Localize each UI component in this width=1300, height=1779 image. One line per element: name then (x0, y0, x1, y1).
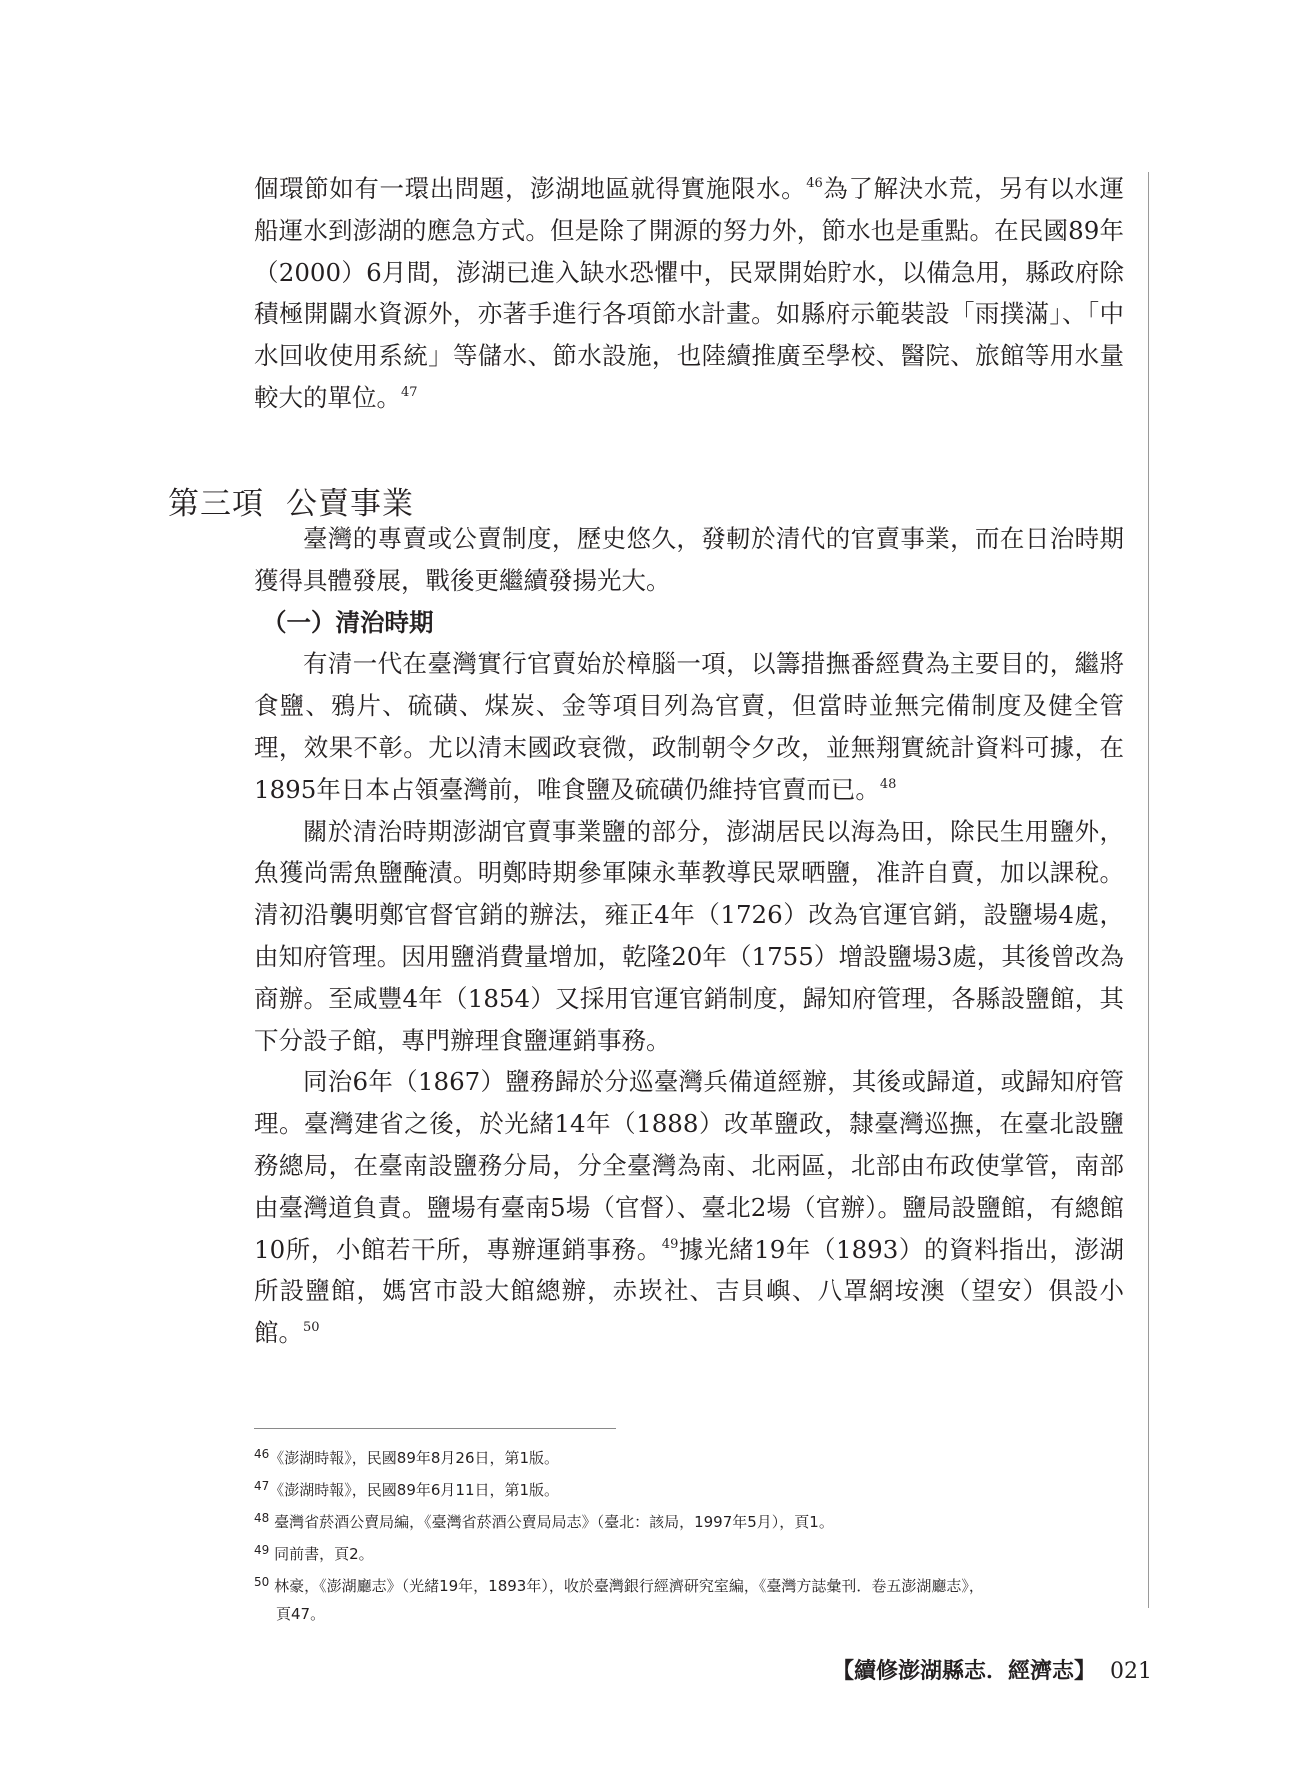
body-paragraph: 有清一代在臺灣實行官賣始於樟腦一項，以籌措撫番經費為主要目的，繼將食鹽、鴉片、硫磺、煤炭、金等項目列為官賣，但當時並無完備制度及健全管理，效果不彰。尤以清末國政衰微，政制朝令夕改，並無翔實統計資料可據，在1895年日本占領臺灣前，唯食鹽及硫磺仍維持官賣而已。$^{48}$ (254, 649, 1124, 804)
subsection-heading: （一）清治時期 (262, 607, 434, 637)
footnote-ref[interactable]: 49 (661, 1236, 679, 1252)
right-margin-rule (1148, 172, 1149, 1608)
page-footer (832, 1654, 1152, 1685)
body-paragraph: 同治6年（1867）鹽務歸於分巡臺灣兵備道經辦，其後或歸道，或歸知府管理。臺灣建省之後，於光緒14年（1888）改革鹽政，隸臺灣巡撫，在臺北設鹽務總局，在臺南設鹽務分局，分全臺灣為南、北兩區，北部由布政使掌管，南部由臺灣道負責。鹽場有臺南5場（官督）、臺北2場（官辦）。鹽局設鹽館，有總館10所，小館若干所，專辦運銷事務。$^{49}$據光緒19年（1893）的資料指出，澎湖所設鹽館，媽宮市設大館總辦，赤崁社、吉貝嶼、八罩網垵澳（望安）俱設小館。$^{50}$ (254, 1067, 1124, 1348)
body-paragraph: 關於清治時期澎湖官賣事業鹽的部分，澎湖居民以海為田，除民生用鹽外，魚獲尚需魚鹽醃漬。明鄭時期參軍陳永華教導民眾晒鹽，准許自賣，加以課稅。清初沿襲明鄭官督官銷的辦法，雍正4年（1726）改為官運官銷，設鹽場4處，由知府管理。因用鹽消費量增加，乾隆20年（1755）增設鹽場3處，其後曾改為商辦。至咸豐4年（1854）又採用官運官銷制度，歸知府管理，各縣設鹽館，其下分設子館，專門辦理食鹽運銷事務。 (254, 816, 1124, 1055)
footnote-ref[interactable]: 50 (303, 1320, 320, 1336)
footnote-item: $^{48}$ 臺灣省菸酒公賣局編，《臺灣省菸酒公賣局局志》（臺北：該局，1997年5月），頁1。 (254, 1511, 834, 1531)
page-number: 021 (1110, 1659, 1152, 1684)
running-title: 【續修澎湖縣志．經濟志】 (831, 1658, 1096, 1684)
section-title: 公賣事業 (286, 486, 414, 522)
section-heading (168, 478, 414, 523)
footnote-item: $^{49}$ 同前書，頁2。 (254, 1543, 374, 1563)
footnote-ref[interactable]: 46 (806, 176, 823, 191)
footnote-divider (254, 1428, 616, 1429)
intro-paragraph: 個環節如有一環出問題，澎湖地區就得實施限水。$^{46}$為了解決水荒，另有以水運船運水到澎湖的應急方式。但是除了開源的努力外，節水也是重點。在民國89年（2000）6月間，澎湖已進入缺水恐懼中，民眾開始貯水，以備急用，縣政府除積極開闢水資源外，亦著手進行各項節水計畫。如縣府示範裝設「雨撲滿」、「中水回收使用系統」等儲水、節水設施，也陸續推廣至學校、醫院、旅館等用水量較大的單位。$^{47}$ (254, 174, 1124, 412)
footnote-ref[interactable]: 47 (401, 384, 418, 400)
footnote-item: $^{46}$《澎湖時報》，民國89年8月26日，第1版。 (254, 1447, 560, 1467)
section-number: 第三項 (168, 486, 264, 522)
footnote-ref[interactable]: 48 (879, 776, 897, 792)
footnote-item: $^{47}$《澎湖時報》，民國89年6月11日，第1版。 (254, 1479, 560, 1499)
section-body (254, 518, 1124, 1354)
footnote-item: $^{50}$ 林豪，《澎湖廳志》（光緒19年，1893年），收於臺灣銀行經濟研究室編，《臺灣方誌彙刊．卷五澎湖廳志》， 頁47。 (254, 1575, 984, 1623)
section-intro-paragraph: 臺灣的專賣或公賣制度，歷史悠久，發軔於清代的官賣事業，而在日治時期獲得具體發展，戰後更繼續發揚光大。 (254, 524, 1124, 595)
footnotes (254, 1440, 1134, 1628)
